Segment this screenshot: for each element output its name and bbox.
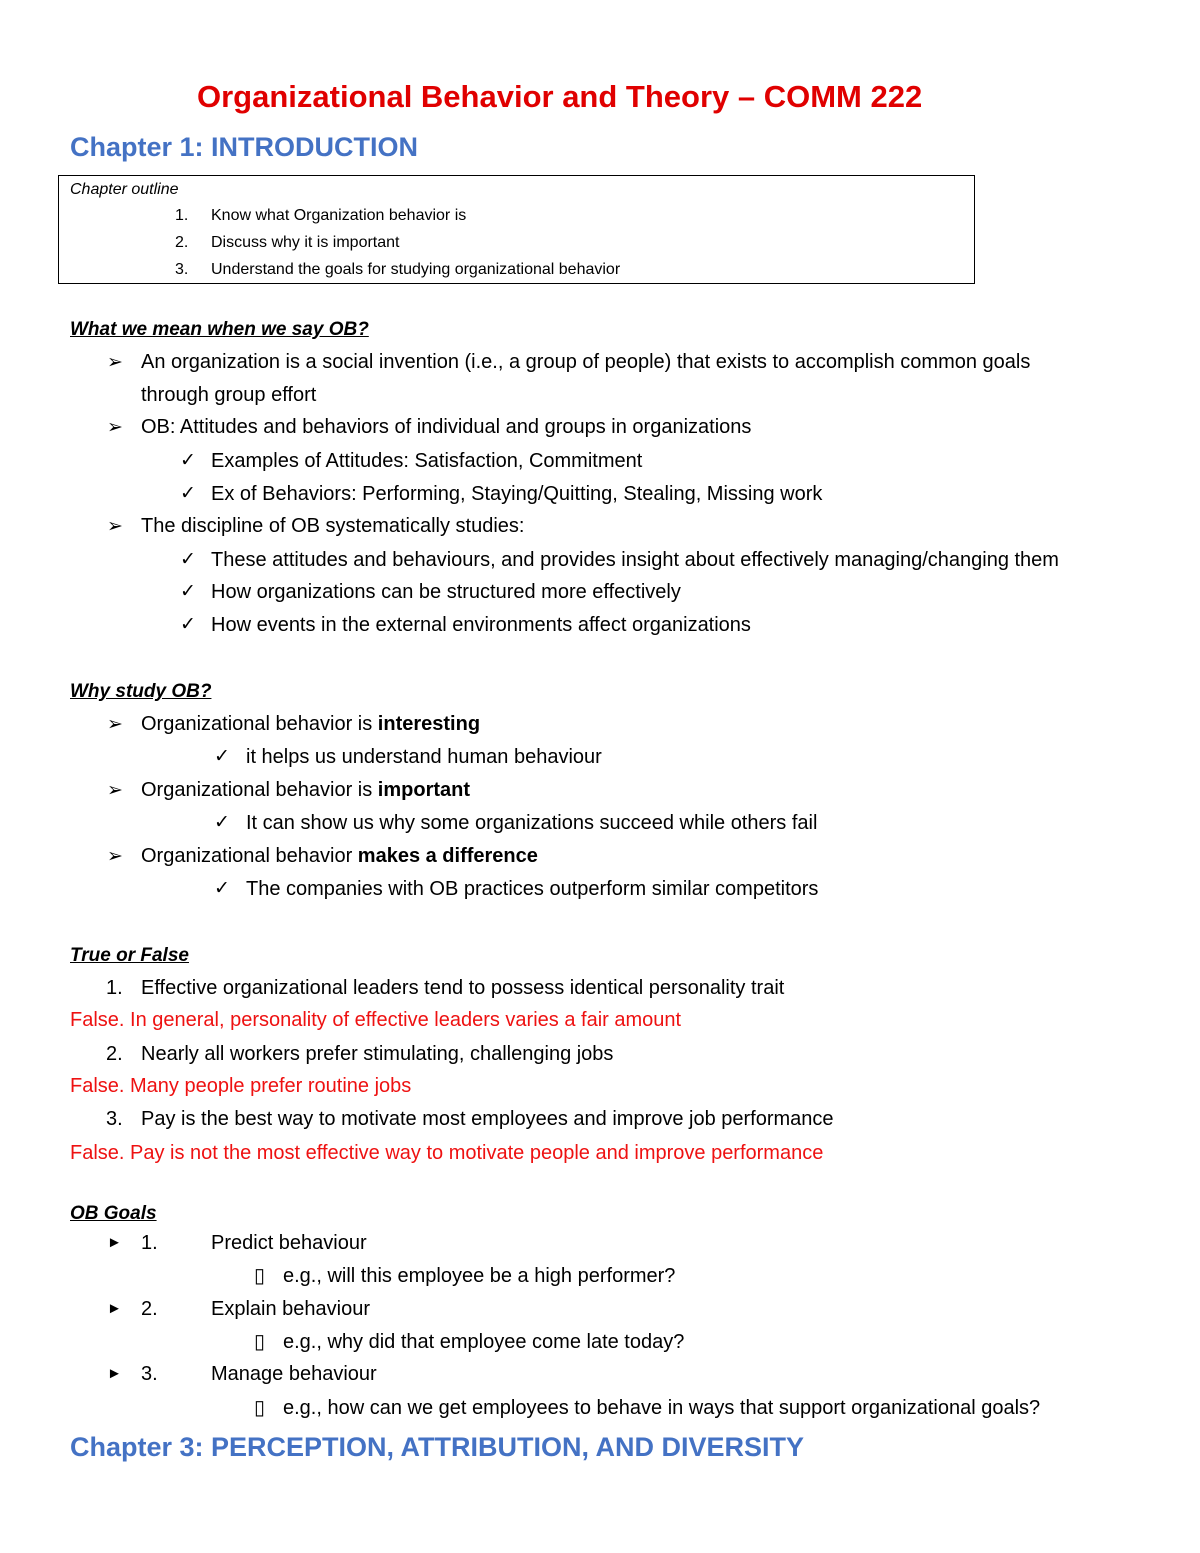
outline-num-3: 3. [175, 261, 189, 278]
checkmark-icon: ✓ [214, 812, 230, 833]
why-ob-item-2: Organizational behavior is important [141, 779, 471, 801]
arrow-bullet-icon: ➢ [107, 417, 123, 438]
goal-num-1: 1. [141, 1232, 158, 1254]
true-false-heading: True or False [70, 945, 189, 966]
why-ob-check-1: it helps us understand human behaviour [246, 746, 602, 768]
arrow-bullet-icon: ➢ [107, 714, 123, 735]
triangle-bullet-icon: ► [107, 1234, 122, 1251]
arrow-bullet-icon: ➢ [107, 846, 123, 867]
checkmark-icon: ✓ [180, 450, 196, 471]
arrow-bullet-icon: ➢ [107, 516, 123, 537]
outline-item-3: Understand the goals for studying organizational behavior [211, 261, 621, 278]
document-title: Organizational Behavior and Theory – COMM 222 [197, 79, 923, 114]
what-ob-check-1: Examples of Attitudes: Satisfaction, Commitment [211, 450, 643, 472]
tf-question-3: Pay is the best way to motivate most employees and improve job performance [141, 1108, 834, 1130]
checkmark-icon: ✓ [214, 746, 230, 767]
why-ob-check-3: The companies with OB practices outperform similar competitors [246, 878, 819, 900]
outline-item-1: Know what Organization behavior is [211, 207, 467, 224]
what-ob-bullet-1-line-2: through group effort [141, 384, 317, 406]
missing-glyph-icon: ▯ [254, 1331, 266, 1353]
checkmark-icon: ✓ [180, 549, 196, 570]
what-ob-check-3: These attitudes and behaviours, and provides insight about effectively managing/changing them [211, 549, 1059, 571]
triangle-bullet-icon: ► [107, 1300, 122, 1317]
goal-label-1: Predict behaviour [211, 1232, 367, 1254]
chapter-3-heading: Chapter 3: PERCEPTION, ATTRIBUTION, AND DIVERSITY [70, 1432, 805, 1462]
tf-answer-1: False. In general, personality of effective leaders varies a fair amount [70, 1009, 682, 1031]
outline-num-1: 1. [175, 207, 189, 224]
tf-num-2: 2. [106, 1043, 123, 1065]
what-ob-heading: What we mean when we say OB? [70, 319, 369, 340]
what-ob-bullet-1-line-1: An organization is a social invention (i.e., a group of people) that exists to accomplish common goals [141, 351, 1031, 373]
what-ob-check-2: Ex of Behaviors: Performing, Staying/Quitting, Stealing, Missing work [211, 483, 823, 505]
tf-question-2: Nearly all workers prefer stimulating, challenging jobs [141, 1043, 614, 1065]
arrow-bullet-icon: ➢ [107, 780, 123, 801]
triangle-bullet-icon: ► [107, 1365, 122, 1382]
what-ob-bullet-2: OB: Attitudes and behaviors of individual and groups in organizations [141, 416, 752, 438]
outline-label: Chapter outline [70, 181, 179, 198]
missing-glyph-icon: ▯ [254, 1265, 266, 1287]
tf-answer-3: False. Pay is not the most effective way to motivate people and improve performance [70, 1142, 824, 1164]
ob-goals-heading: OB Goals [70, 1203, 157, 1224]
goal-example-1: e.g., will this employee be a high performer? [283, 1265, 676, 1287]
what-ob-check-4: How organizations can be structured more effectively [211, 581, 681, 603]
goal-label-2: Explain behaviour [211, 1298, 370, 1320]
tf-num-3: 3. [106, 1108, 123, 1130]
tf-answer-2: False. Many people prefer routine jobs [70, 1075, 412, 1097]
why-ob-heading: Why study OB? [70, 681, 212, 702]
checkmark-icon: ✓ [214, 878, 230, 899]
why-ob-check-2: It can show us why some organizations succeed while others fail [246, 812, 818, 834]
checkmark-icon: ✓ [180, 483, 196, 504]
chapter-1-heading: Chapter 1: INTRODUCTION [70, 132, 419, 162]
why-ob-item-1: Organizational behavior is interesting [141, 713, 481, 735]
what-ob-check-5: How events in the external environments affect organizations [211, 614, 751, 636]
why-ob-item-3: Organizational behavior makes a difference [141, 845, 538, 867]
missing-glyph-icon: ▯ [254, 1397, 266, 1419]
goal-num-3: 3. [141, 1363, 158, 1385]
checkmark-icon: ✓ [180, 581, 196, 602]
checkmark-icon: ✓ [180, 614, 196, 635]
goal-label-3: Manage behaviour [211, 1363, 377, 1385]
outline-num-2: 2. [175, 234, 189, 251]
arrow-bullet-icon: ➢ [107, 352, 123, 373]
goal-example-2: e.g., why did that employee come late today? [283, 1331, 685, 1353]
tf-question-1: Effective organizational leaders tend to possess identical personality trait [141, 977, 785, 999]
tf-num-1: 1. [106, 977, 123, 999]
outline-item-2: Discuss why it is important [211, 234, 400, 251]
what-ob-bullet-3: The discipline of OB systematically studies: [141, 515, 525, 537]
goal-example-3: e.g., how can we get employees to behave in ways that support organizational goals? [283, 1397, 1041, 1419]
goal-num-2: 2. [141, 1298, 158, 1320]
